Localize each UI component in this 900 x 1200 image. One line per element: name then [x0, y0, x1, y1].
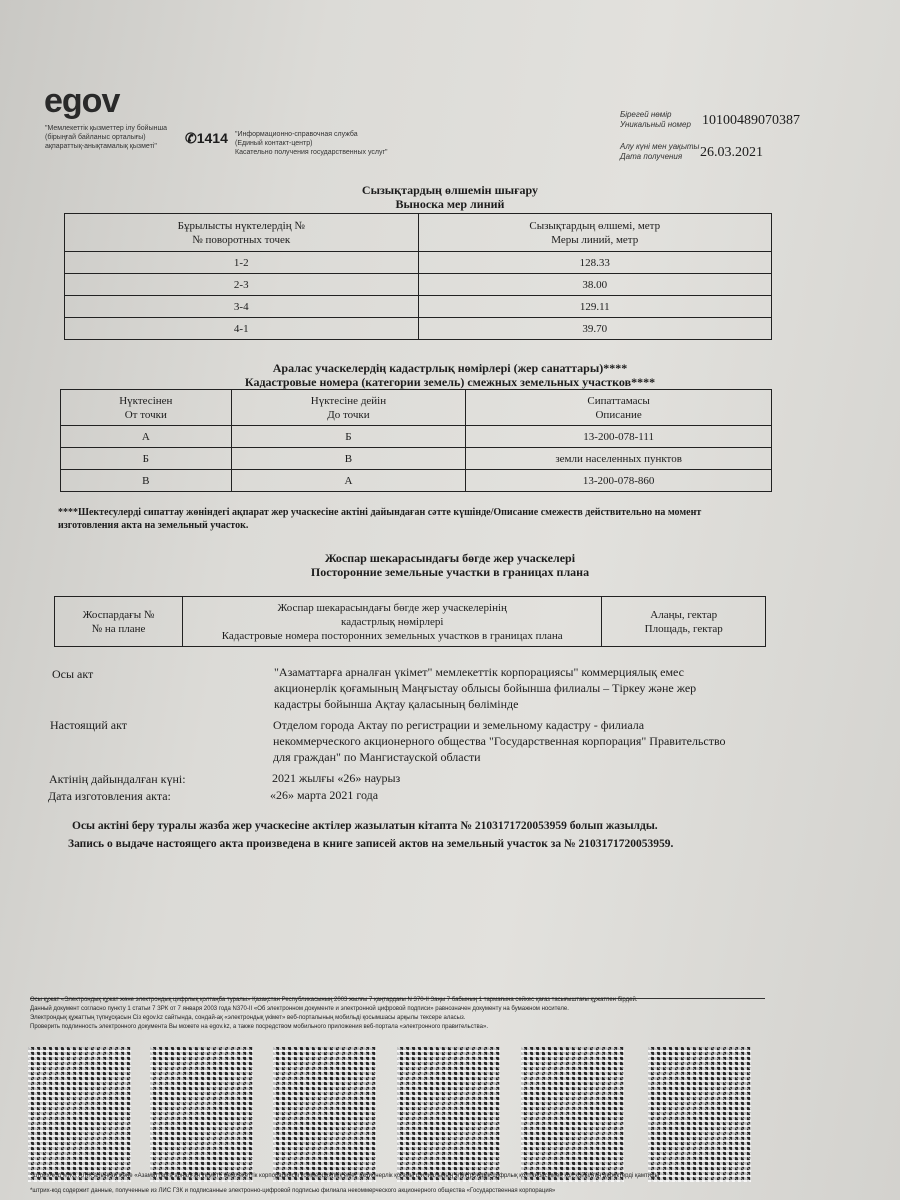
org-right: "Информационно-справочная служба (Единый контакт-центр) Касательно получения государственных услуг"	[235, 131, 388, 156]
table-row: 3-4 129.11	[65, 296, 772, 318]
act-record-kz: Осы актіні беру туралы жазба жер учаскесіне актілер жазылатын кітапта № 2103171720053959 болып жазылды.	[72, 820, 658, 832]
footer-note-2: *штрих-код содержит данные, полученные из ЛИС ГЗК и подписанные электронно-цифровой подписью филиала некоммерческого акционерного общества «Государственная корпорация»	[30, 1188, 556, 1194]
table-row: 4-1 39.70	[65, 318, 772, 340]
adjacent-header-to: Нүктесіне дейін До точки	[231, 390, 466, 426]
egov-logo: egov	[44, 82, 120, 120]
act-date-kz: 2021 жылғы «26» наурыз	[272, 771, 401, 785]
lines-header-points: Бұрылысты нүктелердің № № поворотных точек	[65, 214, 419, 252]
date-received-label: Алу күні мен уақыты Дата получения	[620, 142, 700, 161]
foreign-header-number: Жоспардағы № № на плане	[55, 597, 183, 647]
adjacent-title: Аралас учаскелердің кадастрлық нөмірлері (жер санаттары)**** Кадастровые номера (категории земель) смежных земельных участков****	[244, 361, 656, 389]
act-date-label-ru: Дата изготовления акта:	[48, 789, 171, 803]
unique-number: 10100489070387	[702, 113, 800, 128]
date-received: 26.03.2021	[700, 145, 763, 160]
act-label-kz: Осы акт	[52, 667, 94, 681]
adjacent-header-from: Нүктесінен От точки	[61, 390, 232, 426]
act-label-ru: Настоящий акт	[50, 718, 128, 732]
qr-code-5	[521, 1047, 624, 1182]
act-date-label-kz: Актінің дайындалған күні:	[49, 772, 186, 786]
footer-note-1: *штрих-код МЖК АЛЖ алынған және «Азаматтарға арналған үкімет» мемлекеттік корпорациясы коммерциялық емес акционерлік қоғамы филиалының электрондық-цифрлық қолтаңбасымен қол қойылған деректерді қамтиды	[30, 1173, 659, 1179]
lines-table	[64, 213, 772, 340]
phone-number: ✆1414	[185, 130, 228, 146]
org-left: "Мемлекеттік қызметтер ілу бойынша (бірыңғай байланыс орталығы) ақпараттық-анықтамалық қызметі"	[45, 125, 167, 150]
lines-title: Сызықтардың өлшемін шығару Выноска мер линий	[361, 183, 539, 211]
table-row: 1-2 128.33	[65, 252, 772, 274]
footer-legal: Осы құжат «Электрондық құжат және электрондық цифрлық қолтаңба туралы» Қазақстан Республикасының 2003 жылғы 7 қаңтардағы N 370-II Заңы 7 бабының 1 тармағына сәйкес қағаз тасығыштағы құжатпен бірдей. Данный документ согласно пункту 1 статьи 7 ЗРК от 7 января 2003 года N370-II «Об электронном документе и электронной цифровой подписи» равнозначен документу на бумажном носителе. Электрондық құжаттың түпнұсқасын Сіз egov.kz сайтында, сондай-ақ «электрондық үкімет» веб-порталының мобильді қосымшасы арқылы тексере аласыз. Проверить подлинность электронного документа Вы можете на egov.kz, а также посредством мобильного приложения веб-портала «электронного правительства».	[30, 997, 638, 1030]
foreign-header-cadastral: Жоспар шекарасындағы бөгде жер учаскелерінің кадастрлық нөмірлері Кадастровые номера посторонних земельных участков в границах плана	[182, 597, 601, 647]
foreign-header-area: Алаңы, гектар Площадь, гектар	[602, 597, 766, 647]
lines-header-length: Сызықтардың өлшемі, метр Меры линий, метр	[418, 214, 772, 252]
adjacent-table	[60, 389, 772, 492]
adjacent-footnote: ****Шектесулерді сипаттау жөніндегі ақпарат жер учаскесіне актіні дайындаған сәтте күшінде/Описание смежеств действительно на момент изготовления акта на земельный участок.	[58, 507, 702, 531]
act-text-kz: "Азаматтарға арналған үкімет" мемлекеттік корпорациясы" коммерциялық емес акционерлік қоғамының Маңғыстау облысы бойынша филиалы – Тіркеу және жер кадастры бойынша Ақтау қаласының бөлімінде	[274, 665, 697, 711]
unique-number-label: Бірегей нөмір Уникальный номер	[620, 110, 691, 129]
table-row: 2-3 38.00	[65, 274, 772, 296]
foreign-title: Жоспар шекарасындағы бөгде жер учаскелері Посторонние земельные участки в границах плана	[310, 551, 590, 579]
phone-icon: ✆	[185, 130, 197, 146]
table-row: А Б 13-200-078-111	[61, 426, 772, 448]
act-record-ru: Запись о выдаче настоящего акта произведена в книге записей актов на земельный участок за № 2103171720053959.	[68, 838, 674, 850]
foreign-table	[54, 596, 766, 647]
table-row: Б В земли населенных пунктов	[61, 448, 772, 470]
adjacent-header-description: Сипаттамасы Описание	[466, 390, 772, 426]
qr-code-4	[397, 1047, 500, 1182]
act-text-ru: Отделом города Актау по регистрации и земельному кадастру - филиала некоммерческого акционерного общества "Государственная корпорация" Правительство для граждан" по Мангистауской области	[273, 718, 726, 764]
qr-code-3	[273, 1047, 376, 1182]
qr-code-1	[28, 1047, 131, 1182]
table-row: В А 13-200-078-860	[61, 470, 772, 492]
qr-code-6	[648, 1047, 751, 1182]
act-date-ru: «26» марта 2021 года	[270, 788, 379, 802]
qr-code-2	[150, 1047, 253, 1182]
